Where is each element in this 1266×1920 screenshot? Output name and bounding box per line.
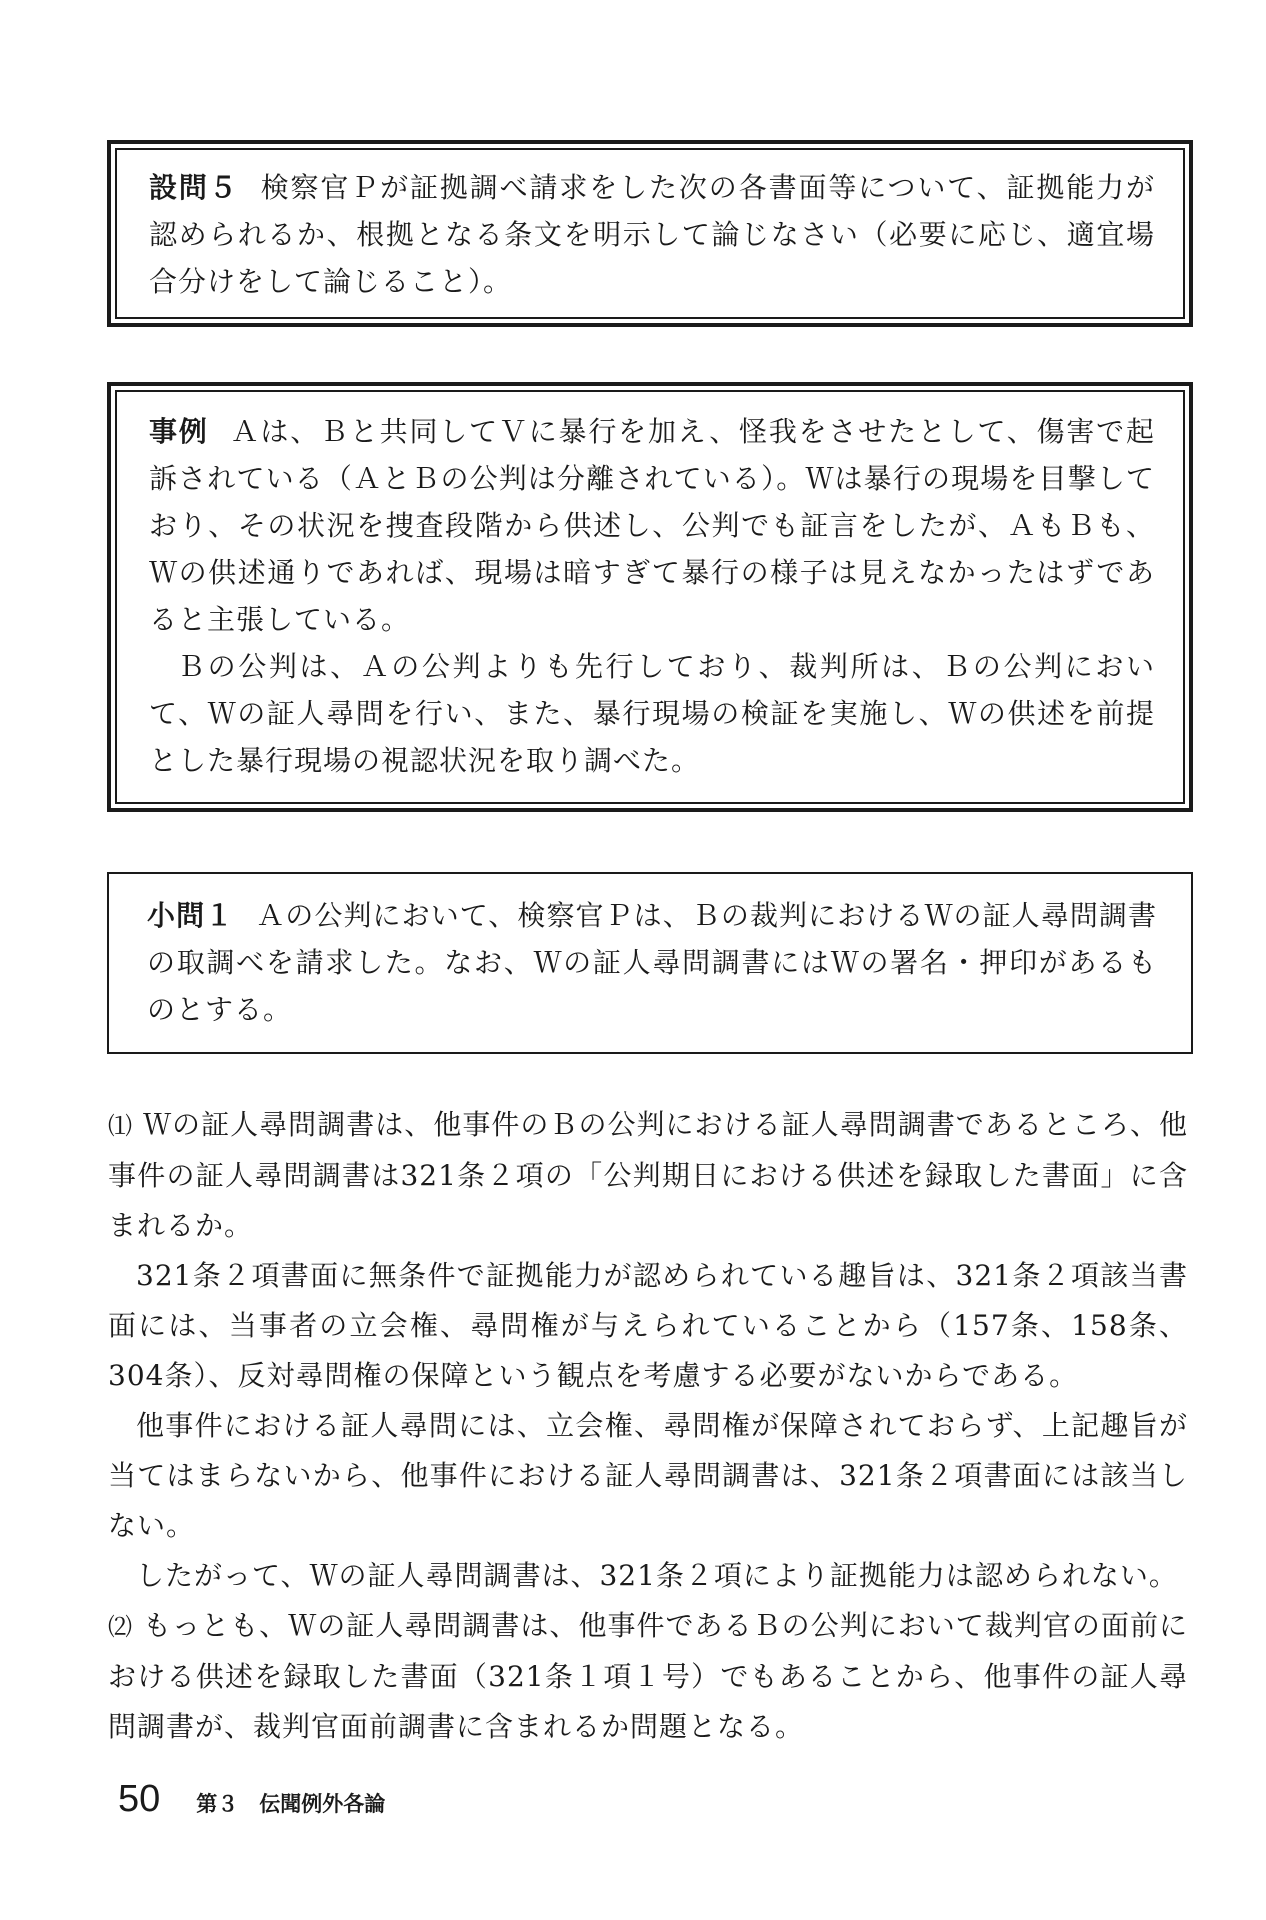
question5-text [149, 164, 1155, 305]
case-para1-text: Ａは、Ｂと共同してＶに暴行を加え、怪我をさせたとして、傷害で起訴されている（ＡとＢの公判は分離されている）。Ｗは暴行の現場を目撃しており、その状況を捜査段階から供述し、公判でも証言をしたが、ＡもＢも、Ｗの供述通りであれば、現場は暗すぎて暴行の様子は見えなかったはずであると主張している。 [149, 415, 1155, 636]
subquestion1-box [107, 872, 1193, 1054]
answer-paragraph-4: したがって、Ｗの証人尋問調書は、321条２項により証拠能力は認められない。 [136, 1559, 1178, 1592]
subquestion1-label: 小問１ [147, 899, 235, 932]
answer-p5-text: もっとも、Ｗの証人尋問調書は、他事件であるＢの公判において裁判官の面前における供述を録取した書面（321条１項１号）でもあることから、他事件の証人尋問調書が、裁判官面前調書に含まれるか問題となる。 [108, 1609, 1188, 1743]
case-box [107, 382, 1193, 812]
question5-box [107, 140, 1193, 327]
case-paragraph-1 [149, 408, 1155, 643]
answer-paragraph-2: 321条２項書面に無条件で証拠能力が認められている趣旨は、321条２項該当書面には、当事者の立会権、尋問権が与えられていることから（157条、158条、304条）、反対尋問権の保障という観点を考慮する必要がないからである。 [108, 1259, 1188, 1392]
case-label: 事例 [149, 415, 209, 448]
answer-p1-text: Ｗの証人尋問調書は、他事件のＢの公判における証人尋問調書であるところ、他事件の証人尋問調書は321条２項の「公判期日における供述を録取した書面」に含まれるか。 [108, 1108, 1188, 1242]
subquestion1-text [147, 892, 1157, 1033]
chapter-title: 第３ 伝聞例外各論 [196, 1793, 386, 1816]
answer-paragraph-3: 他事件における証人尋問には、立会権、尋問権が保障されておらず、上記趣旨が当てはまらないから、他事件における証人尋問調書は、321条２項書面には該当しない。 [108, 1409, 1188, 1542]
paragraph-number-2: ⑵ [108, 1613, 134, 1641]
question5-body: 検察官Ｐが証拠調べ請求をした次の各書面等について、証拠能力が認められるか、根拠となる条文を明示して論じなさい（必要に応じ、適宜場合分けをして論じること）。 [149, 171, 1155, 298]
page-footer [118, 1778, 385, 1821]
subquestion1-body: Ａの公判において、検察官Ｐは、Ｂの裁判におけるＷの証人尋問調書の取調べを請求した。なお、Ｗの証人尋問調書にはＷの署名・押印があるものとする。 [147, 899, 1157, 1026]
answer-paragraph-5 [108, 1601, 1188, 1752]
answer-body [108, 1100, 1188, 1752]
case-paragraph-2: Ｂの公判は、Ａの公判よりも先行しており、裁判所は、Ｂの公判において、Ｗの証人尋問を行い、また、暴行現場の検証を実施し、Ｗの供述を前提とした暴行現場の視認状況を取り調べた。 [149, 650, 1155, 777]
answer-paragraph-1 [108, 1100, 1188, 1251]
question5-label: 設問５ [149, 171, 239, 204]
paragraph-number-1: ⑴ [108, 1112, 134, 1140]
page-number: 50 [118, 1778, 161, 1820]
